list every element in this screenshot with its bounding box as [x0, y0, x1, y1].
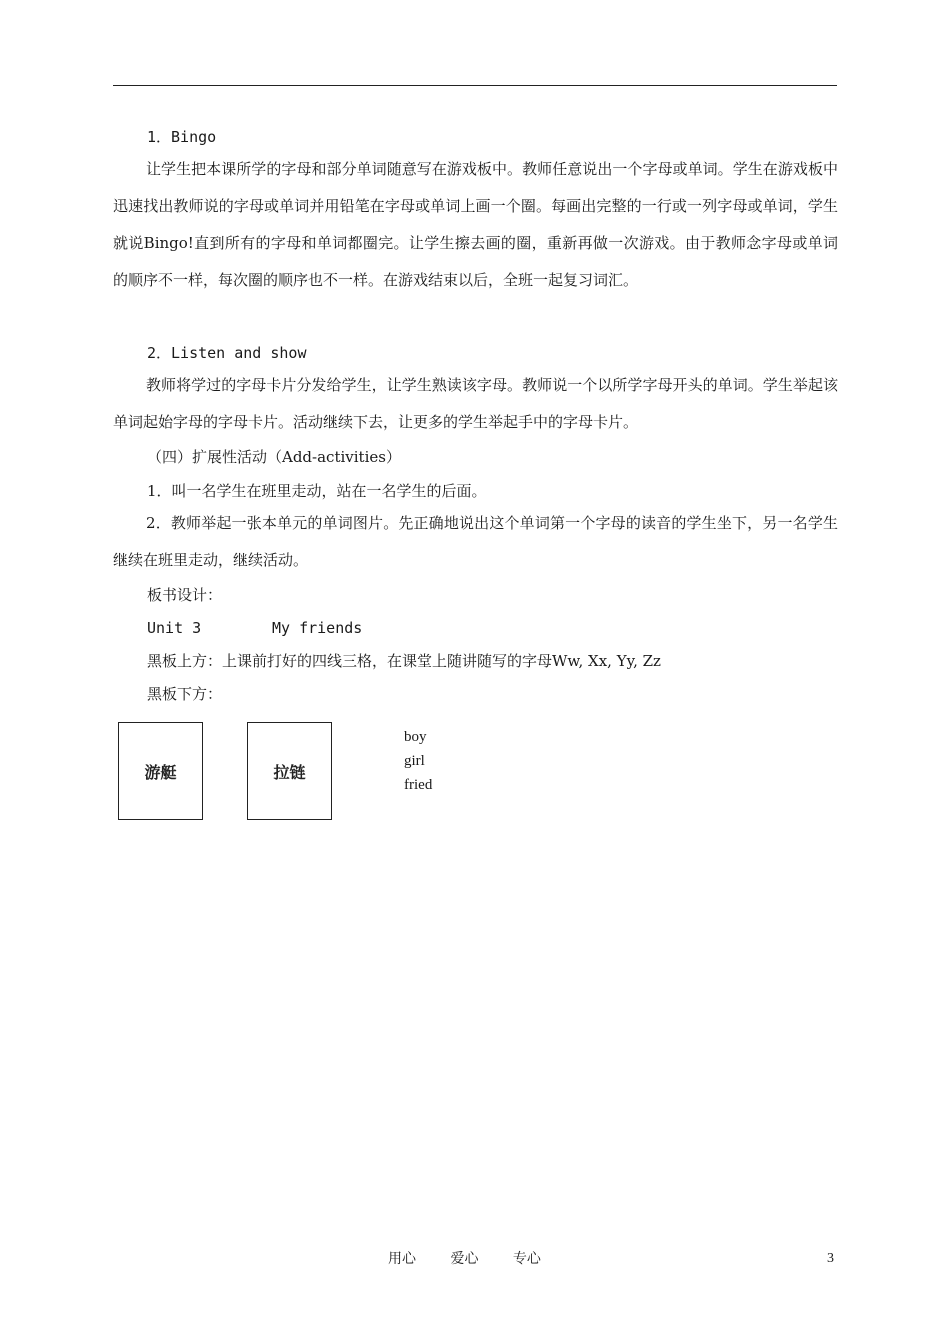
board-title: 板书设计： [147, 586, 223, 604]
word-list-item: girl [404, 753, 425, 769]
footer-slogan: 专心 [512, 1251, 541, 1267]
word-list-item: boy [404, 729, 427, 745]
extension-item-2: 2．教师举起一张本单元的单词图片。先正确地说出这个单词第一个字母的读音的学生坐下，另一名学生继续在班里走动，继续活动。 [113, 514, 838, 569]
footer-slogans [388, 1250, 571, 1268]
extension-heading: （四）扩展性活动（Add-activities） [147, 448, 401, 466]
board-unit-title: My friends [272, 619, 363, 637]
bingo-paragraph: 让学生把本课所学的字母和部分单词随意写在游戏板中。教师任意说出一个字母或单词。学生在游戏板中迅速找出教师说的字母或单词并用铅笔在字母或单词上画一个圈。每画出完整的一行或一列字母或单词，学生就说Bingo!直到所有的字母和单词都圈完。让学生擦去画的圈，重新再做一次游戏。由于教师念字母或单词的顺序不一样，每次圈的顺序也不一样。在游戏结束以后，全班一起复习词汇。 [113, 160, 838, 289]
footer-slogan: 爱心 [450, 1251, 479, 1267]
header-rule [113, 85, 837, 86]
word-card-zipper [247, 722, 332, 820]
word-card-label: 拉链 [273, 762, 306, 782]
footer-slogan: 用心 [388, 1251, 416, 1267]
extension-item-1: 1．叫一名学生在班里走动，站在一名学生的后面。 [147, 482, 487, 500]
word-card-label: 游艇 [144, 762, 177, 782]
word-list-item: fried [404, 777, 433, 793]
board-lower-label: 黑板下方： [147, 685, 223, 703]
word-card-yacht [118, 722, 203, 820]
listen-heading: 2．Listen and show [147, 344, 307, 362]
page-number: 3 [827, 1251, 834, 1266]
board-upper-label: 黑板上方：上课前打好的四线三格，在课堂上随讲随写的字母Ww, Xx, Yy, Zz [147, 652, 661, 670]
listen-paragraph: 教师将学过的字母卡片分发给学生，让学生熟读该字母。教师说一个以所学字母开头的单词。学生举起该单词起始字母的字母卡片。活动继续下去，让更多的学生举起手中的字母卡片。 [113, 376, 838, 431]
board-unit: Unit 3 [147, 619, 202, 637]
board-word-list [404, 725, 432, 797]
bingo-heading: 1．Bingo [147, 128, 217, 146]
